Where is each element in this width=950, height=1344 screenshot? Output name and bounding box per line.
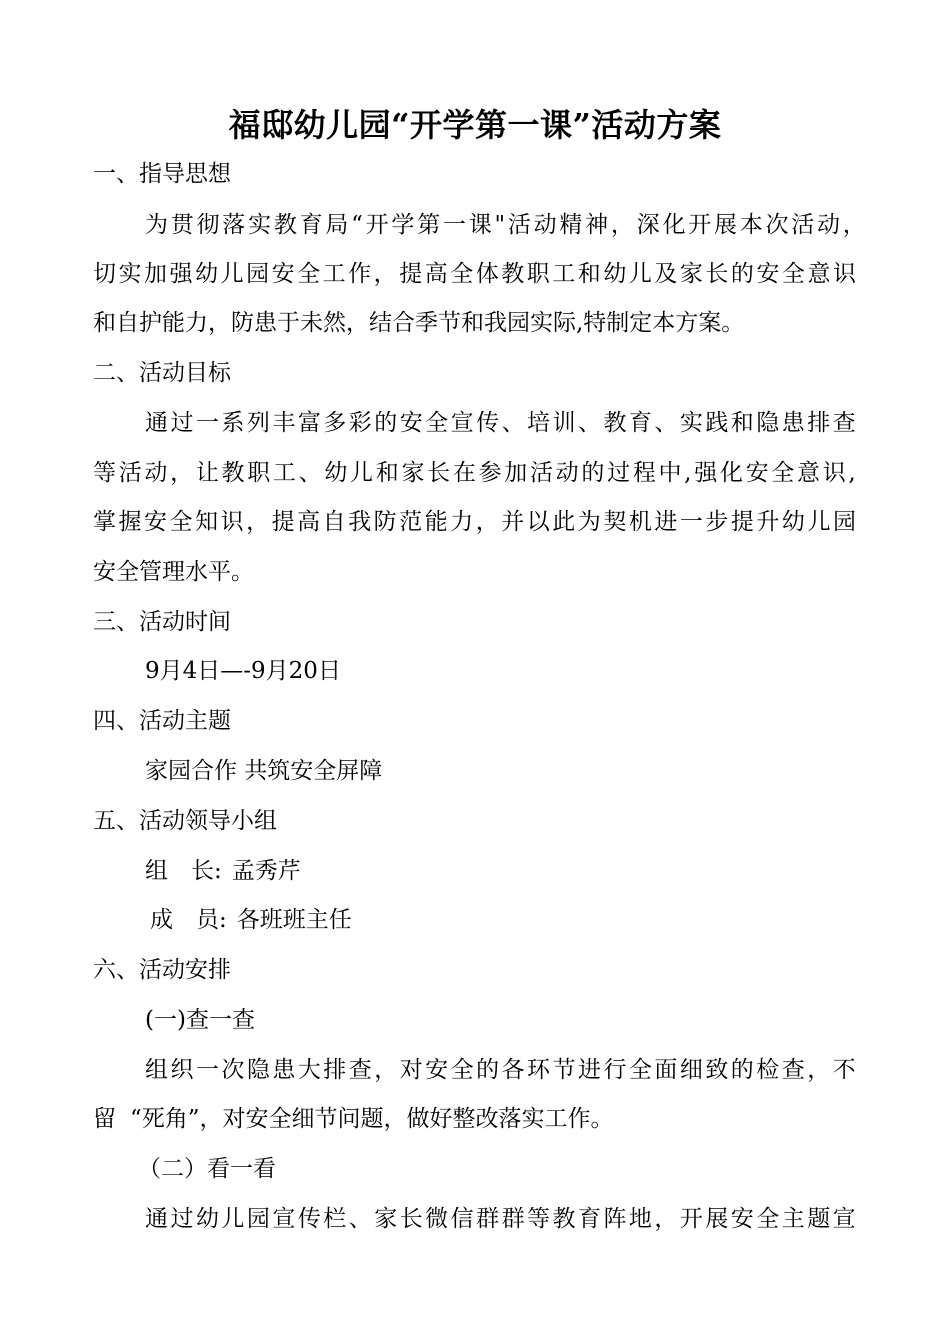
subsection-title-look: （二）看一看	[138, 1156, 276, 1182]
document-title: 福邸幼儿园“开学第一课”活动方案	[228, 106, 722, 144]
leader-row	[145, 851, 301, 891]
paragraph-line-start: 留	[93, 1106, 116, 1132]
section-heading-activity-theme: 四、活动主题	[93, 708, 231, 734]
subsection-title-check: (一)查一查	[145, 1007, 255, 1033]
members-row	[150, 900, 352, 940]
paragraph-line: 组 织 一 次 隐 患 大 排 查 ， 对 安 全 的 各 环 节 进 行 全 面 细 致 的 检 查 ， 不	[145, 1057, 856, 1083]
leader-name: 孟秀芹	[231, 858, 301, 884]
paragraph-line: 通 过 一 系 列 丰 富 多 彩 的 安 全 宣 传 、 培 训 、 教 育 、 实 践 和 隐 患 排 查	[145, 410, 856, 436]
section-heading-activity-goal: 二、活动目标	[93, 360, 231, 386]
paragraph-line: 切 实 加 强 幼 儿 园 安 全 工 作 ， 提 高 全 体 教 职 工 和 幼 儿 及 家 长 的 安 全 意 识	[93, 261, 856, 287]
paragraph-line: 掌 握 安 全 知 识 ， 提 高 自 我 防 范 能 力 ， 并 以 此 为 契 机 进 一 步 提 升 幼 儿 园	[93, 509, 856, 535]
section-heading-activity-time: 三、活动时间	[93, 609, 231, 635]
paragraph-line: 为 贯 彻 落 实 教 育 局 “ 开 学 第 一 课 " 活 动 精 神 ， 深 化 开 展 本 次 活 动 ，	[145, 212, 866, 238]
section-heading-activity-arrangement: 六、活动安排	[93, 957, 231, 983]
activity-theme-value: 家园合作 共筑安全屏障	[145, 758, 383, 784]
paragraph-line: “死角”，对安全细节问题，做好整改落实工作。	[130, 1106, 614, 1132]
section-heading-guiding-thought: 一、指导思想	[93, 161, 231, 187]
leader-label: 组 长:	[145, 858, 222, 884]
paragraph-line: 和自护能力，防患于未然，结合季节和我园实际,特制定本方案。	[93, 310, 745, 336]
paragraph-line: 安全管理水平。	[93, 559, 254, 585]
paragraph-line: 等 活 动 ， 让 教 职 工 、 幼 儿 和 家 长 在 参 加 活 动 的 过 程 中 , 强 化 安 全 意 识 ,	[93, 460, 856, 486]
paragraph-line: 通 过 幼 儿 园 宣 传 栏 、 家 长 微 信 群 群 等 教 育 阵 地 ， 开 展 安 全 主 题 宣	[145, 1206, 856, 1232]
members-label: 成 员:	[150, 907, 227, 933]
members-value: 各班班主任	[236, 907, 352, 933]
activity-time-value: 9月4日—-9月20日	[145, 658, 341, 684]
section-heading-leadership-group: 五、活动领导小组	[93, 808, 277, 834]
